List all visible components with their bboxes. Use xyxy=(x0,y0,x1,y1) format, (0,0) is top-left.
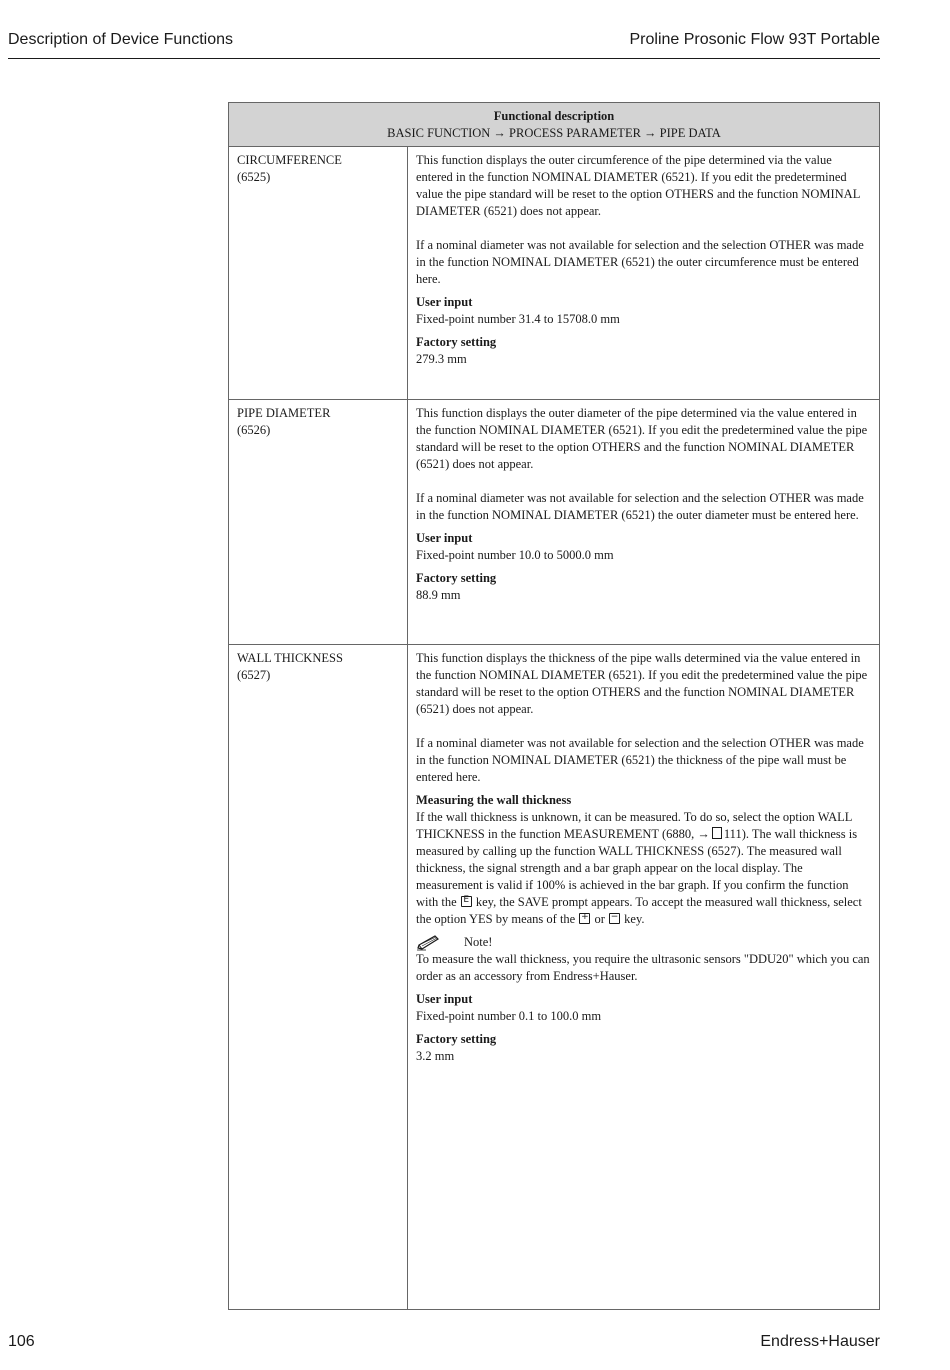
plus-key-icon xyxy=(579,913,590,924)
function-name: CIRCUMFERENCE xyxy=(237,153,342,167)
description-paragraph: This function displays the thickness of the pipe walls determined via the value entered in the function NOMINAL DIAMETER (6521). If you edit the predetermined value the pipe standard will be reset to the option OTHERS and the function NOMINAL DIAMETER (6521) does not appear. xyxy=(416,651,868,716)
measuring-text: key. xyxy=(624,912,645,926)
function-description-cell xyxy=(408,147,879,399)
measuring-text: ). The wall thickness is measured by calling up the function WALL THICKNESS (6527). The measured wall thickness, the signal strength and a bar graph appear on the local display. The measurement is valid if 100% is achieved in the bar graph. If you confirm the function with the xyxy=(416,827,858,909)
function-description-cell xyxy=(408,645,879,1309)
measuring-text: or xyxy=(594,912,605,926)
table-row-pipe-diameter xyxy=(229,400,879,645)
note-label: Note! xyxy=(464,935,493,949)
minus-key-icon xyxy=(609,913,620,924)
factory-setting-label: Factory setting xyxy=(416,1032,497,1046)
page-number: 106 xyxy=(8,1333,35,1350)
user-input-label: User input xyxy=(416,531,473,545)
enter-key-icon xyxy=(461,896,472,907)
footer-brand: Endress+Hauser xyxy=(760,1333,880,1350)
user-input-label: User input xyxy=(416,992,473,1006)
function-code: (6525) xyxy=(237,170,271,184)
user-input-value: Fixed-point number 0.1 to 100.0 mm xyxy=(416,1009,602,1023)
table-row-wall-thickness xyxy=(229,645,879,1309)
note-text: To measure the wall thickness, you require the ultrasonic sensors "DDU20" which you can order as an accessory from Endress+Hauser. xyxy=(416,952,870,983)
table-row-circumference xyxy=(229,147,879,400)
measuring-label: Measuring the wall thickness xyxy=(416,793,572,807)
description-paragraph: If a nominal diameter was not available for selection and the selection OTHER was made in the function NOMINAL DIAMETER (6521) the outer diameter must be entered here. xyxy=(416,491,864,522)
measuring-paragraph xyxy=(416,809,871,928)
user-input-value: Fixed-point number 10.0 to 5000.0 mm xyxy=(416,548,614,562)
page-reference-number: 111 xyxy=(723,827,742,841)
description-paragraph: If a nominal diameter was not available for selection and the selection OTHER was made in the function NOMINAL DIAMETER (6521) the outer circumference must be entered here. xyxy=(416,238,864,286)
user-input-value: Fixed-point number 31.4 to 15708.0 mm xyxy=(416,312,620,326)
menu-path: BASIC FUNCTION → PROCESS PARAMETER → PIPE DATA xyxy=(387,126,721,140)
function-name: PIPE DIAMETER xyxy=(237,406,331,420)
factory-setting-value: 88.9 mm xyxy=(416,588,461,602)
description-paragraph: If a nominal diameter was not available for selection and the selection OTHER was made in the function NOMINAL DIAMETER (6521) the thickness of the pipe wall must be entered here. xyxy=(416,736,864,784)
function-name-cell xyxy=(229,645,408,1309)
function-code: (6527) xyxy=(237,668,271,682)
measuring-text: key, the SAVE prompt appears. To accept the measured wall thickness, select the option YES by means of the xyxy=(416,895,862,926)
table-header xyxy=(229,103,879,147)
header-section-title: Description of Device Functions xyxy=(8,31,233,48)
factory-setting-label: Factory setting xyxy=(416,335,497,349)
functional-description-table xyxy=(228,102,880,1310)
user-input-label: User input xyxy=(416,295,473,309)
table-title: Functional description xyxy=(493,109,615,123)
note-heading xyxy=(416,934,871,951)
page-reference-icon xyxy=(712,827,722,839)
function-description-cell xyxy=(408,400,879,644)
measuring-text: If the wall thickness is unknown, it can be measured. To do so, select the option WALL THICKNESS in the function MEASUREMENT (6880, → xyxy=(416,810,852,841)
description-paragraph: This function displays the outer circumference of the pipe determined via the value entered in the function NOMINAL DIAMETER (6521). If you edit the predetermined value the pipe standard will be reset to the option OTHERS and the function NOMINAL DIAMETER (6521) does not appear. xyxy=(416,153,860,218)
factory-setting-label: Factory setting xyxy=(416,571,497,585)
factory-setting-value: 279.3 mm xyxy=(416,352,467,366)
factory-setting-value: 3.2 mm xyxy=(416,1049,455,1063)
header-product-name: Proline Prosonic Flow 93T Portable xyxy=(629,31,880,48)
function-name-cell xyxy=(229,147,408,399)
pencil-note-icon xyxy=(416,935,442,951)
header-divider xyxy=(8,58,880,59)
description-paragraph: This function displays the outer diameter of the pipe determined via the value entered in the function NOMINAL DIAMETER (6521). If you edit the predetermined value the pipe standard will be reset to the option OTHERS and the function NOMINAL DIAMETER (6521) does not appear. xyxy=(416,406,868,471)
function-name: WALL THICKNESS xyxy=(237,651,343,665)
function-code: (6526) xyxy=(237,423,271,437)
function-name-cell xyxy=(229,400,408,644)
